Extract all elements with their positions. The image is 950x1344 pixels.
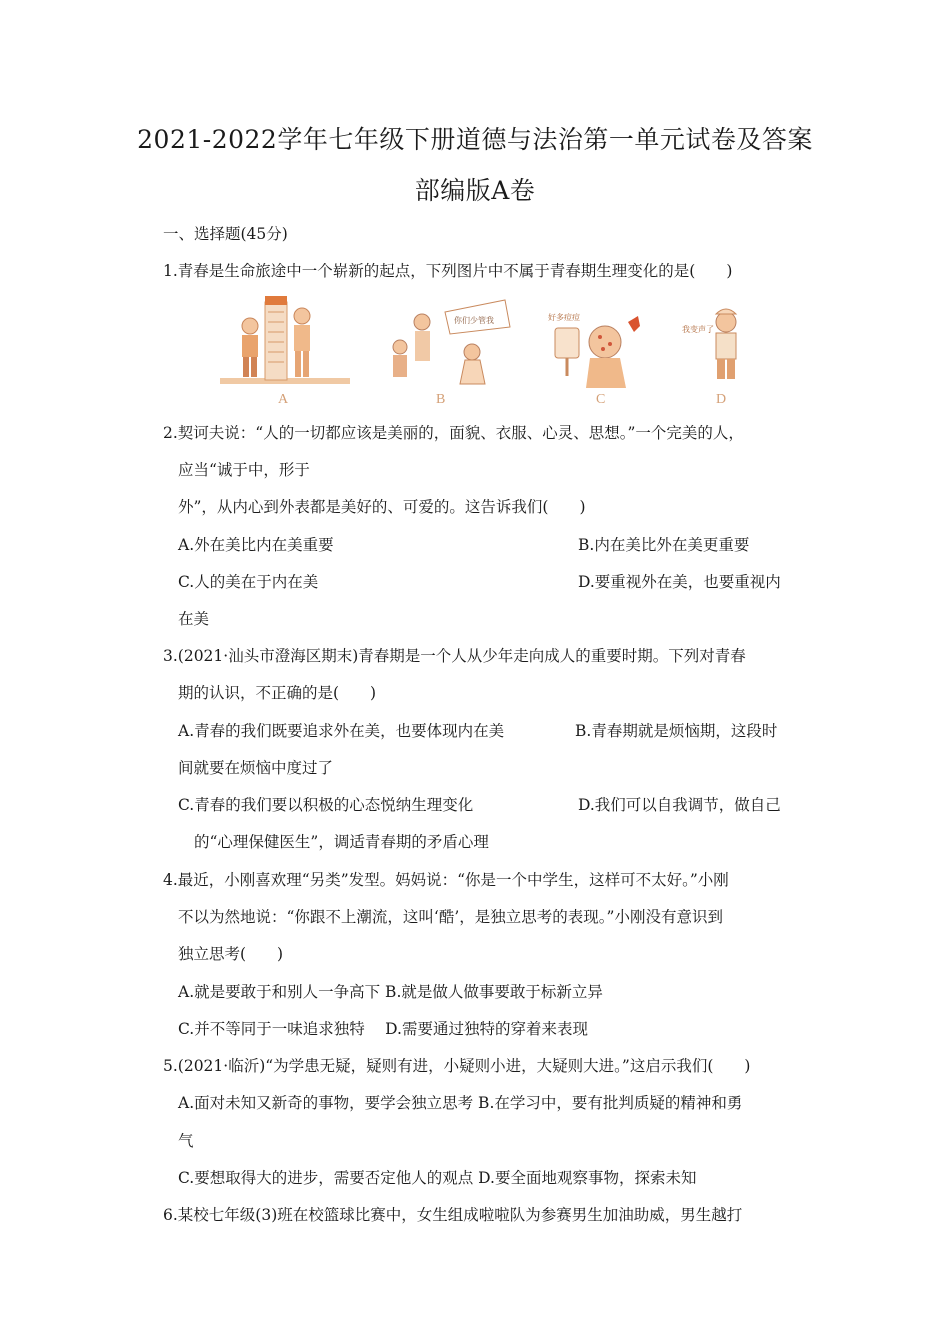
q2-option-a: A.外在美比内在美重要 bbox=[178, 536, 334, 554]
q3-option-b: B.青春期就是烦恼期，这段时 bbox=[575, 722, 778, 740]
q3-option-d-cont: 的“心理保健医生”，调适青春期的矛盾心理 bbox=[194, 833, 489, 851]
b-bubble-text: 你们少管我 bbox=[454, 316, 494, 325]
d-text: 我变声了 bbox=[682, 325, 714, 334]
q3-stem-1: 3.(2021·汕头市澄海区期末)青春期是一个人从少年走向成人的重要时期。下列对青春 bbox=[163, 647, 746, 665]
figure-b-rebellion bbox=[393, 300, 510, 384]
caption-b: B bbox=[436, 392, 446, 407]
q5-options-ab-cont: 气 bbox=[178, 1132, 194, 1150]
q2-option-d: D.要重视外在美，也要重视内 bbox=[578, 573, 781, 591]
q4-stem-1: 4.最近，小刚喜欢理“另类”发型。妈妈说：“你是一个中学生，这样可不太好。”小刚 bbox=[163, 871, 729, 889]
figure-c-acne bbox=[548, 312, 640, 388]
q5-options-ab: A.面对未知又新奇的事物，要学会独立思考 B.在学习中，要有批判质疑的精神和勇 bbox=[178, 1094, 743, 1112]
q2-stem-1: 2.契诃夫说：“人的一切都应该是美丽的，面貌、衣服、心灵、思想。”一个完美的人， bbox=[163, 424, 744, 442]
q2-option-c: C.人的美在于内在美 bbox=[178, 573, 319, 591]
q4-options-ab: A.就是要敢于和别人一争高下 B.就是做人做事要敢于标新立异 bbox=[178, 983, 603, 1001]
title-line-2: 部编版A卷 bbox=[414, 176, 536, 205]
q4-stem-3: 独立思考( ) bbox=[178, 945, 284, 963]
q3-option-d: D.我们可以自我调节，做自己 bbox=[578, 796, 781, 814]
title-line-1: 2021-2022学年七年级下册道德与法治第一单元试卷及答案 bbox=[137, 125, 813, 154]
q3-option-c: C.青春的我们要以积极的心态悦纳生理变化 bbox=[178, 796, 474, 814]
q1-illustrations bbox=[210, 292, 770, 412]
caption-d: D bbox=[716, 392, 727, 407]
q6-stem: 6.某校七年级(3)班在校篮球比赛中，女生组成啦啦队为参赛男生加油助威，男生越打 bbox=[163, 1206, 743, 1224]
section-heading: 一、选择题(45分) bbox=[163, 225, 288, 243]
caption-c: C bbox=[596, 392, 606, 407]
q4-stem-2: 不以为然地说：“你跟不上潮流，这叫‘酷’，是独立思考的表现。”小刚没有意识到 bbox=[178, 908, 723, 926]
figure-a-height-chart bbox=[220, 296, 350, 384]
q2-stem-3: 外”，从内心到外表都是美好的、可爱的。这告诉我们( ) bbox=[178, 498, 586, 516]
q5-stem: 5.(2021·临沂)“为学患无疑，疑则有进，小疑则小进，大疑则大进。”这启示我们( ) bbox=[163, 1057, 751, 1075]
q1-stem: 1.青春是生命旅途中一个崭新的起点，下列图片中不属于青春期生理变化的是( ) bbox=[163, 262, 733, 280]
c-text: 好多痘痘 bbox=[548, 313, 580, 322]
q2-option-b: B.内在美比外在美更重要 bbox=[578, 536, 750, 554]
q3-stem-2: 期的认识，不正确的是( ) bbox=[178, 684, 377, 702]
q4-options-cd: C.并不等同于一味追求独特 D.需要通过独特的穿着来表现 bbox=[178, 1020, 588, 1038]
q5-options-cd: C.要想取得大的进步，需要否定他人的观点 D.要全面地观察事物，探索未知 bbox=[178, 1169, 697, 1187]
q3-option-b-cont: 间就要在烦恼中度过了 bbox=[178, 759, 334, 777]
q2-stem-2: 应当“诚于中，形于 bbox=[178, 461, 310, 479]
figure-d-voice-change bbox=[682, 309, 736, 379]
caption-a: A bbox=[278, 392, 289, 407]
q2-option-d-cont: 在美 bbox=[178, 610, 210, 628]
q3-option-a: A.青春的我们既要追求外在美，也要体现内在美 bbox=[178, 722, 505, 740]
q1-figure bbox=[210, 292, 770, 412]
